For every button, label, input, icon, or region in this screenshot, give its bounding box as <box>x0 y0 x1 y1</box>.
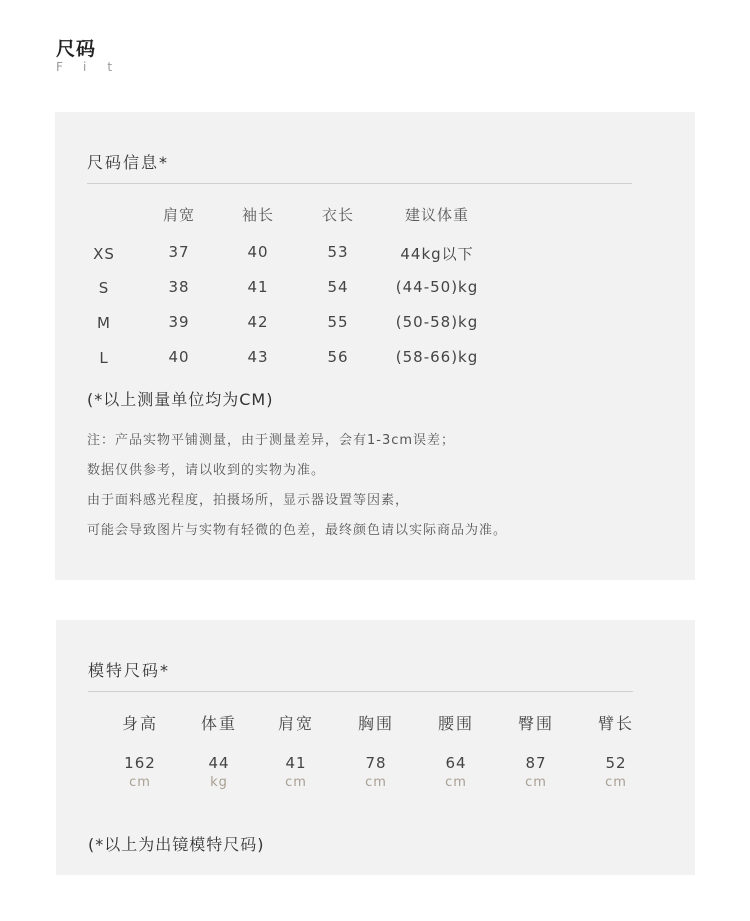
table-cell: 44kg以下 <box>400 245 474 263</box>
measure-unit: kg <box>210 775 228 790</box>
table-cell: 53 <box>327 243 349 261</box>
model-measure-shoulder <box>278 711 314 790</box>
measure-unit: cm <box>445 775 467 790</box>
measure-label: 臀围 <box>517 714 555 733</box>
measure-unit: cm <box>525 775 547 790</box>
table-cell: 43 <box>247 348 269 366</box>
table-cell: (50-58)kg <box>395 313 479 331</box>
table-cell: 55 <box>327 313 349 331</box>
measure-value: 52 <box>605 754 627 772</box>
size-info-heading: 尺码信息* <box>87 153 170 172</box>
model-measure-bust <box>358 711 394 790</box>
table-row-size: M <box>97 314 111 332</box>
table-cell: 54 <box>327 278 349 296</box>
model-measure-hip <box>518 711 554 790</box>
table-cell: 40 <box>247 243 269 261</box>
table-header-sleeve: 袖长 <box>241 206 275 224</box>
remark-line: 由于面料感光程度，拍摄场所，显示器设置等因素， <box>87 493 410 508</box>
measure-value: 87 <box>525 754 547 772</box>
table-header-shoulder: 肩宽 <box>162 206 196 224</box>
table-header-length: 衣长 <box>321 206 355 224</box>
measure-value: 162 <box>124 754 156 772</box>
measure-unit: cm <box>129 775 151 790</box>
measure-unit: cm <box>605 775 627 790</box>
table-cell: 39 <box>168 313 190 331</box>
remark-line: 注：产品实物平铺测量，由于测量差异，会有1-3cm误差； <box>87 433 456 448</box>
remark-line: 可能会导致图片与实物有轻微的色差，最终颜色请以实际商品为准。 <box>87 523 508 538</box>
measure-value: 78 <box>365 754 387 772</box>
table-cell: 37 <box>168 243 190 261</box>
model-measure-waist <box>438 711 474 790</box>
table-cell: 40 <box>168 348 190 366</box>
remark-line: 数据仅供参考，请以收到的实物为准。 <box>87 463 326 478</box>
model-measure-arm <box>598 711 634 790</box>
model-info-divider <box>88 691 633 692</box>
table-cell: (58-66)kg <box>395 348 479 366</box>
measure-label: 肩宽 <box>277 714 315 733</box>
measure-label: 身高 <box>121 714 159 733</box>
size-info-panel <box>55 112 695 580</box>
measure-value: 41 <box>285 754 307 772</box>
page-title: 尺码 <box>56 38 97 60</box>
measure-value: 64 <box>445 754 467 772</box>
unit-note: (*以上测量单位均为CM) <box>87 390 274 409</box>
measure-unit: cm <box>365 775 387 790</box>
measure-value: 44 <box>208 754 230 772</box>
table-cell: 42 <box>247 313 269 331</box>
page-subtitle: Fit <box>56 60 134 74</box>
table-cell: 56 <box>327 348 349 366</box>
measure-label: 胸围 <box>357 714 395 733</box>
measure-label: 臂长 <box>597 714 635 733</box>
table-row-size: S <box>98 279 110 297</box>
table-cell: (44-50)kg <box>395 278 479 296</box>
table-cell: 38 <box>168 278 190 296</box>
measure-label: 体重 <box>200 714 238 733</box>
measure-label: 腰围 <box>437 714 475 733</box>
table-row-size: L <box>99 349 109 367</box>
model-measure-weight <box>201 711 237 790</box>
model-info-heading: 模特尺码* <box>88 661 171 680</box>
table-cell: 41 <box>247 278 269 296</box>
table-header-weight: 建议体重 <box>404 206 470 224</box>
model-footnote: (*以上为出镜模特尺码) <box>88 835 265 854</box>
model-info-panel <box>56 620 695 875</box>
measure-unit: cm <box>285 775 307 790</box>
table-row-size: XS <box>93 245 115 263</box>
size-info-divider <box>87 183 632 184</box>
model-measure-height <box>122 711 158 790</box>
